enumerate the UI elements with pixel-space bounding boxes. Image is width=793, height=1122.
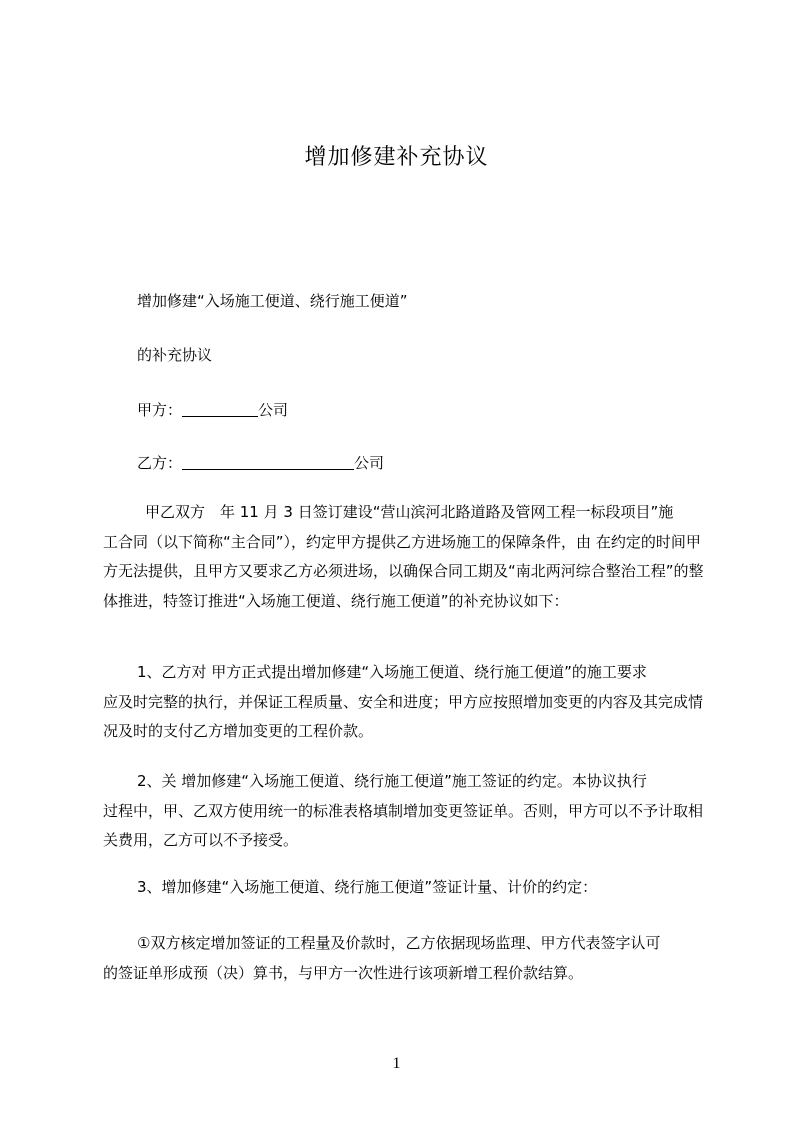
party-b-label: 乙方： xyxy=(137,454,183,472)
document-title: 增加修建补充协议 xyxy=(304,145,489,170)
intro-rest: 工合同（以下简称“主合同”），约定甲方提供乙方进场施工的保障条件，由 在约定的时间甲方无法提供，且甲方又要求乙方必须进场，以确保合同工期及“南北两河综合整治工程”的整体推进，特签订推进“入场施工便道、绕行施工便道”的补充协议如下： xyxy=(103,532,704,610)
intro-paragraph xyxy=(103,498,705,616)
party-a-suffix: 公司 xyxy=(258,401,289,419)
clause-1-rest: 应及时完整的执行，并保证工程质量、安全和进度；甲方应按照增加变更的内容及其完成情况及时的支付乙方增加变更的工程价款。 xyxy=(103,692,704,740)
intro-first-line: 甲乙双方 年 11 月 3 日签订建设“营山滨河北路道路及管网工程一标段项目”施 xyxy=(145,503,674,521)
party-b-suffix: 公司 xyxy=(354,454,385,472)
sub-clause-1-first-line: ①双方核定增加签证的工程量及价款时，乙方依据现场监理、甲方代表签字认可 xyxy=(137,934,661,952)
heading-line-1: 增加修建“入场施工便道、绕行施工便道” xyxy=(137,292,408,310)
heading-line-2: 的补充协议 xyxy=(137,346,213,364)
clause-3: 3、增加修建“入场施工便道、绕行施工便道”签证计量、计价的约定： xyxy=(137,878,598,896)
party-b-blank xyxy=(182,455,354,470)
clause-2-rest: 过程中，甲、乙双方使用统一的标准表格填制增加变更签证单。否则，甲方可以不予计取相关费用，乙方可以不予接受。 xyxy=(103,801,704,849)
party-b-line xyxy=(137,452,384,473)
clause-1 xyxy=(103,658,705,747)
sub-clause-1 xyxy=(103,929,705,988)
party-a-label: 甲方： xyxy=(137,401,183,419)
clause-2 xyxy=(103,767,705,856)
clause-1-first-line: 1、乙方对 甲方正式提出增加修建“入场施工便道、绕行施工便道”的施工要求 xyxy=(137,663,647,681)
sub-clause-1-rest: 的签证单形成预（决）算书，与甲方一次性进行该项新增工程价款结算。 xyxy=(103,963,584,982)
party-a-blank xyxy=(182,402,258,417)
party-a-line xyxy=(137,399,288,420)
page-number: 1 xyxy=(392,1055,401,1072)
clause-2-first-line: 2、关 增加修建“入场施工便道、绕行施工便道”施工签证的约定。本协议执行 xyxy=(137,772,647,790)
